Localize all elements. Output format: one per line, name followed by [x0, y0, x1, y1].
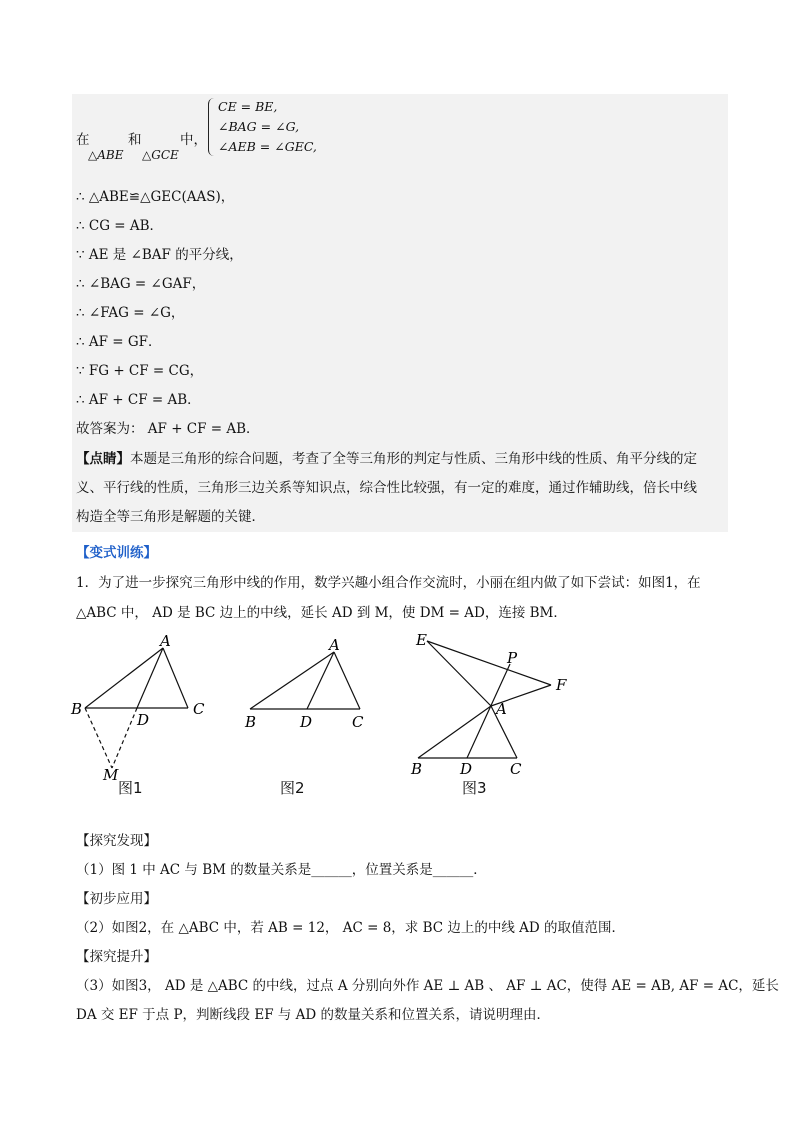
section-heading-3: 【探究提升】	[76, 949, 157, 965]
fig1-point-m: M	[103, 766, 119, 784]
system-eq-3: ∠AEB = ∠GEC,	[218, 139, 317, 154]
proof-step: ∴ △ABE≌△GEC(AAS)，	[76, 189, 235, 205]
fig3-point-c: C	[510, 760, 522, 778]
fig2-point-b: B	[245, 713, 257, 731]
and-word: 和	[128, 132, 142, 148]
variant-heading: 【变式训练】	[76, 545, 157, 561]
fig1-point-d: D	[137, 711, 150, 729]
comment-line-2: 义、平行线的性质，三角形三边关系等知识点，综合性比较强，有一定的难度，通过作辅助线，倍长中线	[76, 480, 697, 496]
question-3-cont: DA 交 EF 于点 P，判断线段 EF 与 AD 的数量关系和位置关系，请说明理由．	[76, 1007, 551, 1023]
fig1-point-a: A	[160, 632, 171, 650]
system-eq-2: ∠BAG = ∠G,	[218, 119, 300, 134]
problem-line-1: 1．为了进一步探究三角形中线的作用，数学兴趣小组合作交流时，小丽在组内做了如下尝试：如图1，在	[76, 575, 701, 591]
proof-step: ∴ AF + CF = AB．	[76, 392, 201, 408]
question-3: （3）如图3， AD 是 △ABC 的中线，过点 A 分别向外作 AE ⊥ AB 、 AF ⊥ AC，使得 AE = AB, AF = AC，延长	[76, 978, 779, 994]
answer-conclusion: 故答案为： AF + CF = AB．	[76, 421, 260, 437]
fig2-caption: 图2	[280, 779, 305, 797]
fig3-point-d: D	[460, 760, 473, 778]
fig3-caption: 图3	[462, 779, 487, 797]
proof-step: ∴ AF = GF．	[76, 334, 162, 350]
comment-line-1: 本题是三角形的综合问题，考查了全等三角形的判定与性质、三角形中线的性质、角平分线的定	[130, 451, 697, 467]
figure-3	[418, 641, 551, 758]
fig2-point-d: D	[300, 713, 313, 731]
mid-word: 中，	[180, 132, 207, 148]
figures-svg	[0, 630, 800, 800]
system-brace	[208, 98, 217, 156]
comment-paragraph	[76, 445, 728, 532]
fig3-point-e: E	[416, 631, 427, 649]
figure-1	[85, 648, 188, 768]
section-heading-1: 【探究发现】	[76, 833, 157, 849]
fig1-point-b: B	[71, 700, 83, 718]
fig3-point-a: A	[496, 700, 507, 718]
problem-line-2: △ABC 中， AD 是 BC 边上的中线，延长 AD 到 M，使 DM = AD，连接 BM．	[76, 605, 567, 621]
section-heading-2: 【初步应用】	[76, 891, 157, 907]
figure-2	[250, 652, 360, 709]
triangle-abe: △ABE	[88, 148, 124, 162]
fig2-point-a: A	[329, 636, 340, 654]
proof-step: ∴ CG = AB．	[76, 218, 164, 234]
fig3-point-b: B	[411, 760, 423, 778]
system-eq-1: CE = BE,	[218, 99, 278, 114]
fig3-point-f: F	[556, 676, 567, 694]
proof-step: ∴ ∠FAG = ∠G，	[76, 305, 185, 321]
fig3-point-p: P	[507, 649, 518, 667]
proof-step: ∵ AE 是 ∠BAF 的平分线，	[76, 247, 243, 263]
fig1-caption: 图1	[118, 779, 143, 797]
proof-step: ∵ FG + CF = CG，	[76, 363, 204, 379]
comment-line-3: 构造全等三角形是解题的关键．	[76, 509, 265, 525]
fig2-point-c: C	[352, 713, 364, 731]
comment-label: 【点睛】	[76, 451, 130, 467]
triangle-gce: △GCE	[142, 148, 179, 162]
fig1-point-c: C	[193, 700, 205, 718]
question-2: （2）如图2，在 △ABC 中，若 AB = 12， AC = 8，求 BC 边上的中线 AD 的取值范围．	[76, 920, 626, 936]
proof-step: ∴ ∠BAG = ∠GAF，	[76, 276, 206, 292]
in-word: 在	[76, 132, 90, 148]
question-1: （1）图 1 中 AC 与 BM 的数量关系是______，位置关系是______．	[76, 862, 487, 878]
